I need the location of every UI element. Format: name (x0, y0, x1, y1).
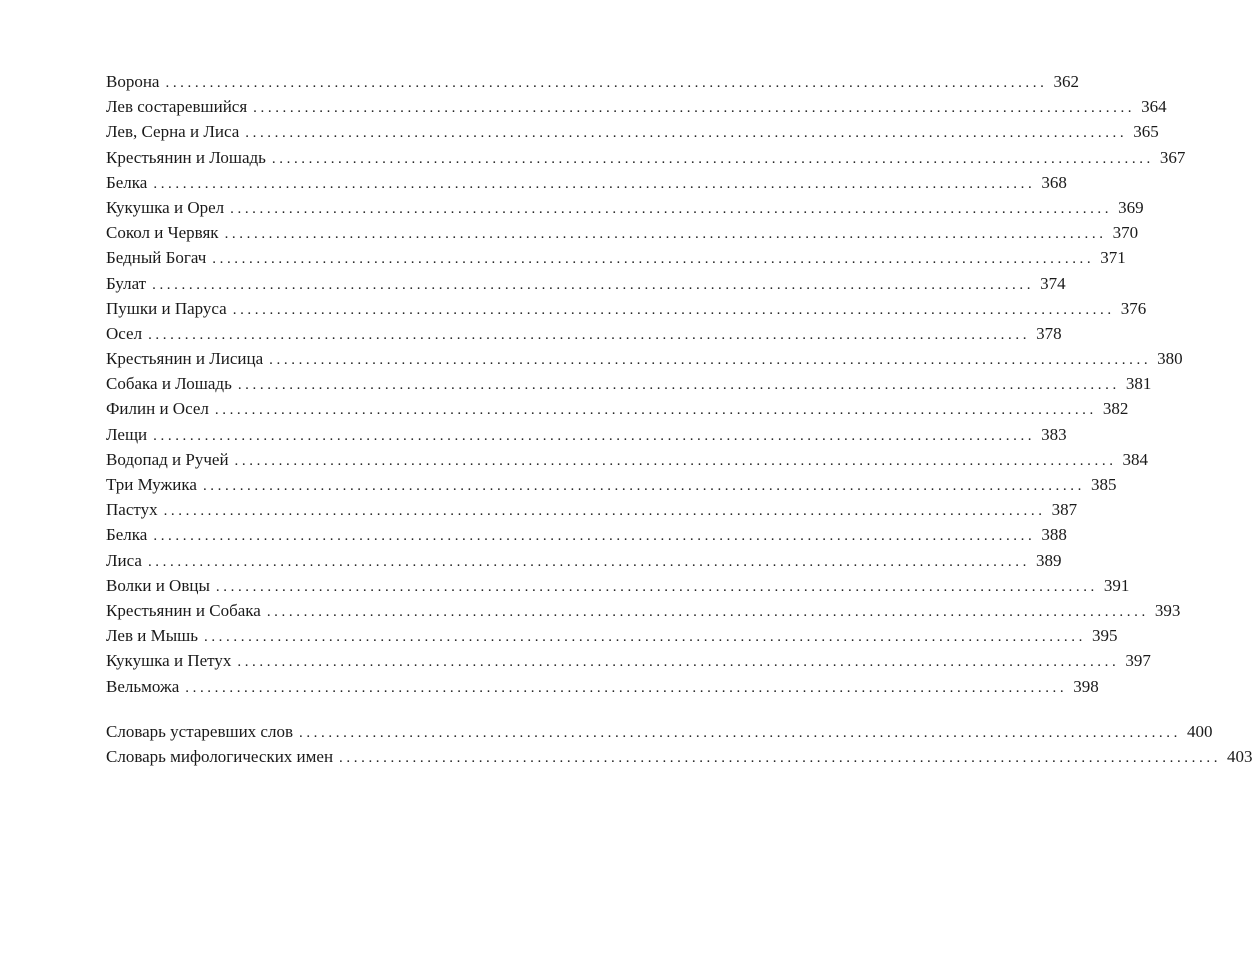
toc-entry-title: Крестьянин и Лисица (106, 349, 264, 369)
toc-dot-leader: ........................................................................................................................ (253, 100, 1136, 117)
toc-dot-leader: ........................................................................................................................ (266, 603, 1149, 620)
toc-entry-page: 391 (1103, 575, 1130, 595)
toc-entry (106, 447, 1149, 472)
toc-entry (106, 674, 1099, 699)
toc-entry (106, 220, 1139, 245)
toc-entry-title: Осел (106, 323, 143, 343)
toc-entry (106, 321, 1062, 346)
toc-entry (106, 497, 1078, 522)
toc-entry-page: 365 (1133, 122, 1159, 142)
toc-entry-page: 382 (1102, 399, 1129, 419)
toc-entry-title: Пастух (106, 500, 158, 520)
toc-dot-leader: ........................................................................................................................ (230, 200, 1113, 217)
toc-entry-title: Волки и Овцы (106, 575, 210, 595)
toc-entry-page: 376 (1120, 298, 1147, 318)
toc-entry-page: 364 (1141, 97, 1167, 117)
toc-entry (106, 296, 1147, 321)
toc-dot-leader: ........................................................................................................................ (212, 251, 1095, 268)
toc-entry-title: Сокол и Червяк (106, 223, 219, 243)
toc-entry-page: 367 (1159, 147, 1186, 167)
toc-dot-leader: ........................................................................................................................ (237, 654, 1120, 671)
toc-entry-page: 380 (1157, 349, 1183, 369)
toc-dot-leader: ........................................................................................................................ (232, 301, 1115, 318)
toc-dot-leader: ........................................................................................................................ (237, 377, 1120, 394)
toc-entry-page: 387 (1051, 500, 1078, 520)
toc-dot-leader: ........................................................................................................................ (152, 276, 1035, 293)
toc-dot-leader: ........................................................................................................................ (339, 749, 1222, 766)
toc-entry-title: Белка (106, 172, 148, 192)
toc-dot-leader: ........................................................................................................................ (185, 679, 1068, 696)
toc-dot-leader: ........................................................................................................................ (269, 352, 1152, 369)
toc-entry-title: Филин и Осел (106, 399, 209, 419)
toc-entry-page: 385 (1090, 475, 1117, 494)
toc-entry (106, 271, 1066, 296)
toc-entry-title: Лев состаревшийся (106, 97, 248, 117)
toc-dot-leader: ........................................................................................................................ (165, 75, 1048, 91)
toc-entry (106, 346, 1183, 371)
toc-entry-title: Лещи (106, 424, 148, 444)
toc-entry-title: Словарь устаревших слов (106, 721, 293, 741)
toc-entry-page: 371 (1100, 248, 1126, 268)
toc-entry-title: Бедный Богач (106, 248, 207, 268)
toc-entry-page: 378 (1036, 323, 1062, 343)
toc-appendix-entry (106, 744, 1253, 769)
toc-dot-leader: ........................................................................................................................ (234, 452, 1117, 469)
toc-entry-title: Три Мужика (106, 475, 197, 494)
toc-entry (106, 170, 1067, 195)
toc-entries-list (106, 69, 1186, 699)
toc-dot-leader: ........................................................................................................................ (163, 503, 1046, 520)
toc-dot-leader: ........................................................................................................................ (214, 402, 1097, 419)
toc-entry (106, 648, 1151, 673)
toc-entry (106, 69, 1079, 94)
toc-dot-leader: ........................................................................................................................ (298, 724, 1181, 741)
toc-entry-page: 389 (1035, 550, 1062, 570)
toc-entry-title: Лев, Серна и Лиса (106, 122, 240, 142)
toc-entry-page: 403 (1227, 746, 1253, 766)
toc-appendix-list (106, 719, 1253, 769)
toc-entry-title: Крестьянин и Лошадь (106, 147, 266, 167)
toc-entry (106, 522, 1067, 547)
toc-dot-leader: ........................................................................................................................ (153, 175, 1036, 192)
toc-entry-title: Крестьянин и Собака (106, 600, 261, 620)
toc-entry-page: 362 (1053, 72, 1079, 91)
toc-entry-page: 374 (1040, 273, 1066, 293)
toc-dot-leader: ........................................................................................................................ (153, 427, 1036, 444)
toc-dot-leader: ........................................................................................................................ (148, 326, 1031, 343)
toc-entry-title: Словарь мифологических имен (106, 746, 334, 766)
toc-entry-page: 384 (1122, 449, 1149, 469)
toc-entry-title: Вельможа (106, 676, 180, 696)
toc-entry-title: Белка (106, 525, 148, 545)
toc-dot-leader: ........................................................................................................................ (147, 553, 1030, 570)
toc-entry-page: 369 (1118, 197, 1144, 217)
toc-entry-page: 388 (1041, 525, 1067, 545)
toc-entry-title: Собака и Лошадь (106, 374, 232, 394)
toc-entry (106, 396, 1129, 421)
toc-entry (106, 548, 1062, 573)
toc-entry (106, 371, 1152, 396)
toc-entry-page: 368 (1041, 172, 1067, 192)
toc-dot-leader: ........................................................................................................................ (271, 150, 1154, 167)
toc-dot-leader: ........................................................................................................................ (202, 478, 1085, 494)
toc-entry-page: 370 (1112, 223, 1139, 243)
toc-entry-page: 397 (1125, 651, 1151, 671)
toc-entry-title: Булат (106, 273, 147, 293)
toc-entry (106, 573, 1130, 598)
toc-entry (106, 119, 1159, 144)
toc-dot-leader: ........................................................................................................................ (203, 629, 1086, 646)
toc-appendix-entry (106, 719, 1213, 744)
toc-entry-title: Лиса (106, 550, 142, 570)
toc-entry (106, 94, 1167, 119)
toc-entry-page: 381 (1125, 374, 1152, 394)
toc-entry (106, 623, 1118, 648)
toc-entry (106, 422, 1067, 447)
section-spacer (106, 699, 598, 719)
toc-entry-page: 383 (1041, 424, 1067, 444)
toc-entry (106, 195, 1144, 220)
toc-entry (106, 245, 1126, 270)
toc-dot-leader: ........................................................................................................................ (245, 125, 1128, 142)
table-of-contents (106, 69, 1253, 769)
toc-entry-page: 400 (1186, 721, 1213, 741)
toc-entry (106, 145, 1186, 170)
toc-dot-leader: ........................................................................................................................ (224, 226, 1107, 243)
toc-dot-leader: ........................................................................................................................ (153, 528, 1036, 545)
toc-entry-title: Пушки и Паруса (106, 298, 227, 318)
toc-dot-leader: ........................................................................................................................ (215, 578, 1098, 595)
toc-entry-page: 398 (1073, 676, 1099, 696)
toc-entry (106, 472, 1117, 497)
toc-entry-title: Лев и Мышь (106, 626, 198, 646)
toc-entry-title: Кукушка и Орел (106, 197, 225, 217)
toc-entry-title: Кукушка и Петух (106, 651, 232, 671)
toc-entry-page: 395 (1091, 626, 1118, 646)
toc-entry-title: Водопад и Ручей (106, 449, 229, 469)
toc-entry-page: 393 (1154, 600, 1181, 620)
toc-entry-title: Ворона (106, 72, 160, 91)
toc-entry (106, 598, 1181, 623)
